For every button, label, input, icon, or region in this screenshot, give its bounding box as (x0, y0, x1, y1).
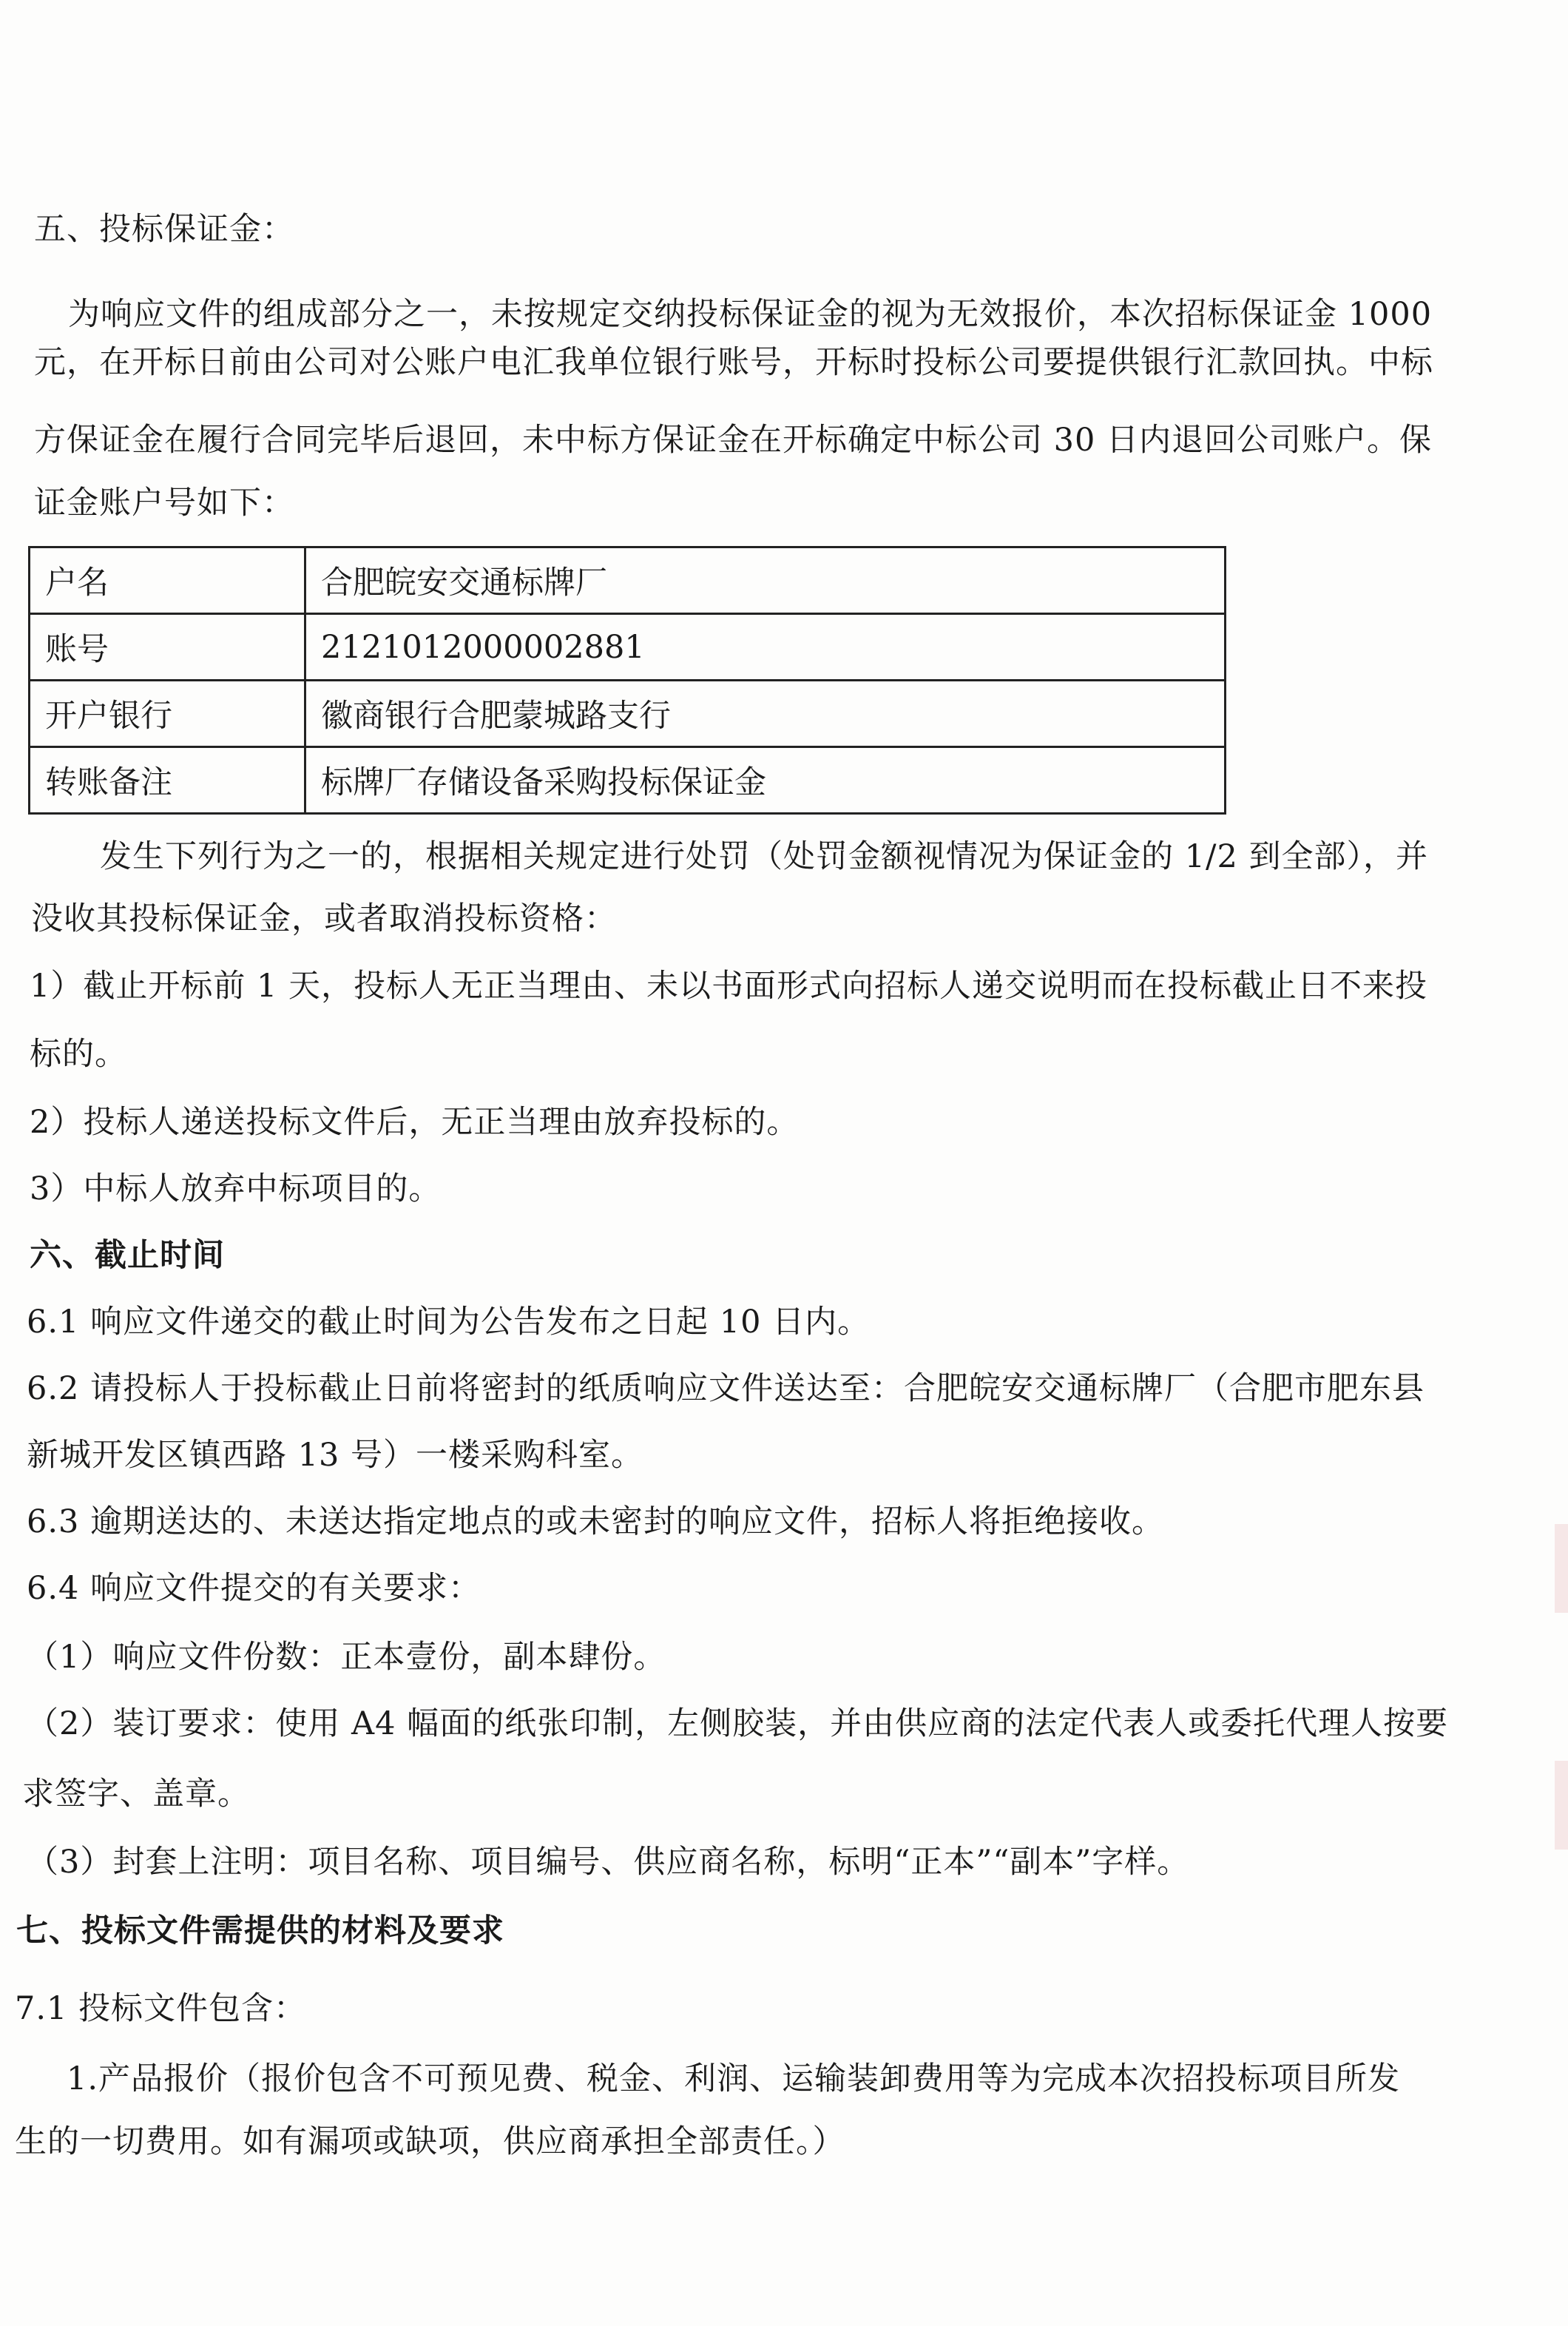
list-item: 2）投标人递送投标文件后，无正当理由放弃投标的。 (30, 1104, 800, 1141)
table-cell-value: 合肥皖安交通标牌厂 (305, 547, 1226, 614)
paragraph-line: 方保证金在履行合同完毕后退回，未中标方保证金在开标确定中标公司 30 日内退回公司账户。保 (34, 422, 1433, 459)
clause-line: （2）装订要求：使用 A4 幅面的纸张印制，左侧胶装，并由供应商的法定代表人或委托代理人按要 (27, 1705, 1449, 1742)
table-cell-value: 2121012000002881 (305, 614, 1226, 681)
paragraph-line: 为响应文件的组成部分之一，未按规定交纳投标保证金的视为无效报价，本次招标保证金 1000 (68, 296, 1433, 333)
table-cell-key: 户名 (30, 547, 305, 614)
paragraph-line: 没收其投标保证金，或者取消投标资格： (31, 900, 617, 937)
table-row (30, 614, 1226, 681)
clause-line: 求签字、盖章。 (22, 1776, 250, 1813)
table-cell-value: 标牌厂存储设备采购投标保证金 (305, 747, 1226, 814)
paragraph-line: 发生下列行为之一的，根据相关规定进行处罚（处罚金额视情况为保证金的 1/2 到全部），并 (100, 838, 1429, 875)
clause-line: 6.1 响应文件递交的截止时间为公告发布之日起 10 日内。 (27, 1304, 871, 1341)
clause-line: 生的一切费用。如有漏项或缺项，供应商承担全部责任。） (15, 2123, 845, 2160)
clause-line: 7.1 投标文件包含： (15, 1990, 307, 2027)
section-5-heading: 五、投标保证金： (34, 211, 294, 248)
clause-line: 新城开发区镇西路 13 号）一楼采购科室。 (27, 1437, 644, 1474)
clause-line: （3）封套上注明：项目名称、项目编号、供应商名称，标明“正本”“副本”字样。 (27, 1844, 1190, 1881)
table-row (30, 747, 1226, 814)
table-row (30, 547, 1226, 614)
list-item: 3）中标人放弃中标项目的。 (30, 1170, 442, 1207)
clause-line: （1）响应文件份数：正本壹份，副本肆份。 (27, 1639, 666, 1676)
seal-edge-mark (1555, 1524, 1568, 1613)
table-cell-key: 账号 (30, 614, 305, 681)
seal-edge-mark (1555, 1761, 1568, 1850)
table-cell-key: 转账备注 (30, 747, 305, 814)
clause-line: 6.2 请投标人于投标截止日前将密封的纸质响应文件送达至：合肥皖安交通标牌厂（合肥市肥东县 (27, 1370, 1425, 1407)
clause-line: 1.产品报价（报价包含不可预见费、税金、利润、运输装卸费用等为完成本次招投标项目所发 (67, 2060, 1401, 2097)
clause-line: 6.3 逾期送达的、未送达指定地点的或未密封的响应文件，招标人将拒绝接收。 (27, 1503, 1165, 1540)
list-item: 1）截止开标前 1 天，投标人无正当理由、未以书面形式向招标人递交说明而在投标截止日不来投 (30, 968, 1428, 1005)
section-7-heading: 七、投标文件需提供的材料及要求 (16, 1912, 504, 1949)
paragraph-line: 元，在开标日前由公司对公账户电汇我单位银行账号，开标时投标公司要提供银行汇款回执。中标 (34, 344, 1433, 381)
section-6-heading: 六、截止时间 (30, 1237, 225, 1274)
paragraph-line: 证金账户号如下： (34, 485, 294, 522)
table-cell-value: 徽商银行合肥蒙城路支行 (305, 681, 1226, 747)
table-row (30, 681, 1226, 747)
table-cell-key: 开户银行 (30, 681, 305, 747)
clause-line: 6.4 响应文件提交的有关要求： (27, 1570, 481, 1607)
account-table (28, 546, 1226, 815)
list-item: 标的。 (30, 1036, 127, 1073)
